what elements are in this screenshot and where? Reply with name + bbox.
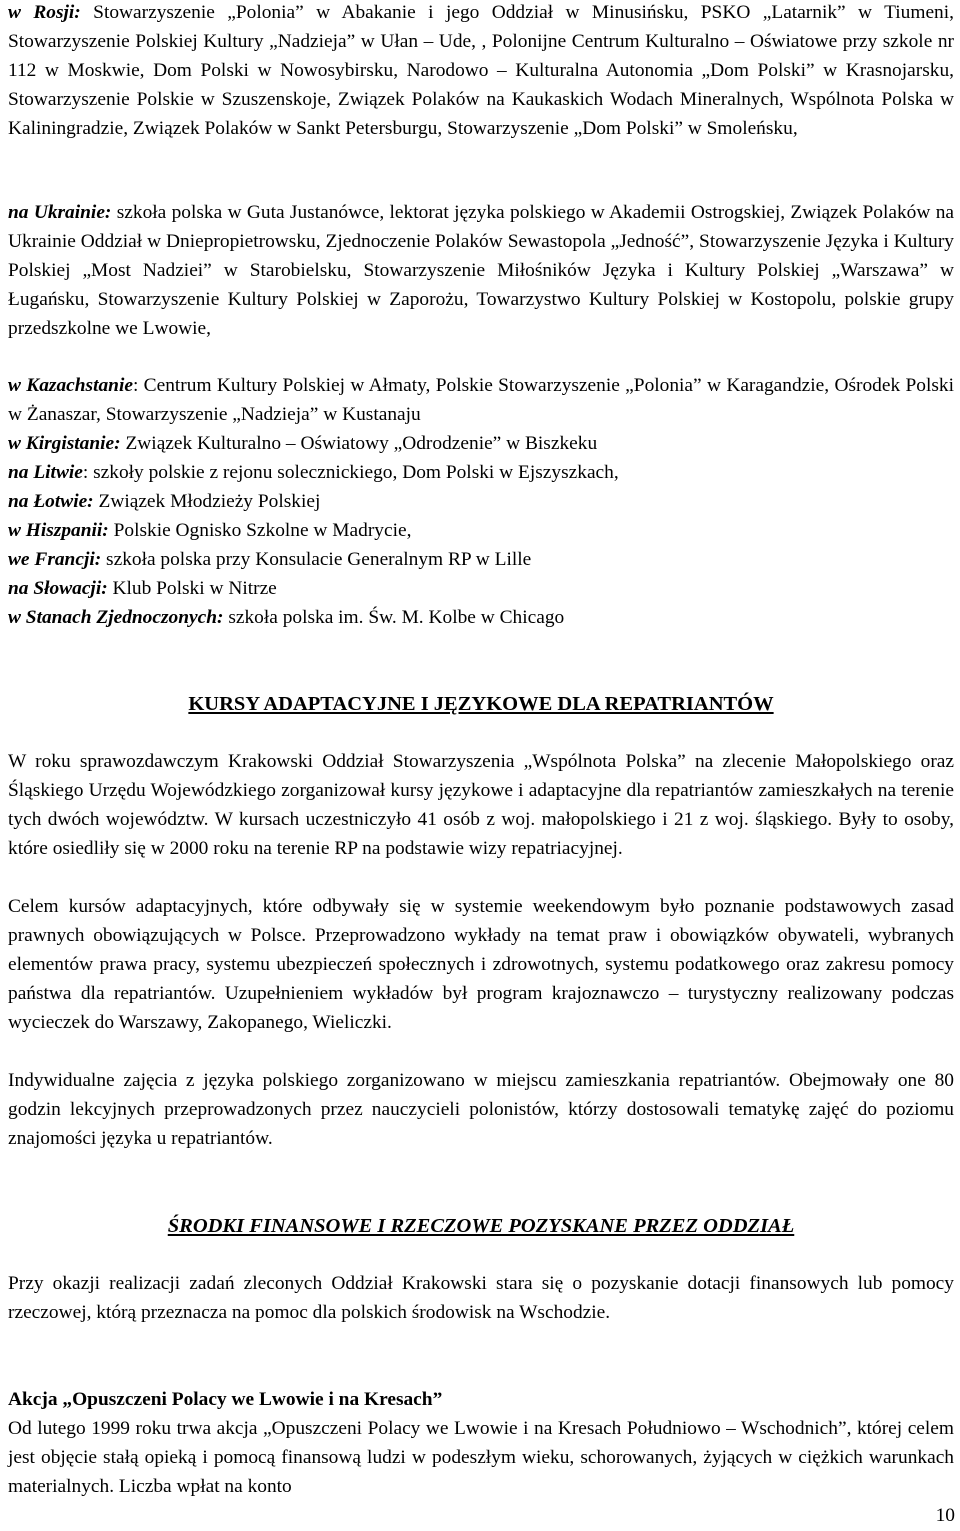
country-block-latvia (8, 488, 954, 517)
country-label: na Ukrainie: (8, 202, 112, 223)
country-text: szkoła polska w Guta Justanówce, lektorat języka polskiego w Akademii Ostrogskiej, Związek Polaków na Ukrainie Oddział w Dniepropietrowsku, Zjednoczenie Polaków Sewastopola „Jedność”, Stowarzyszenie Języka i Kultury Polskiej „Most Nadziei” w Starobielsku, Stowarzyszenie Miłośników Języka i Kultury Polskiej „Warszawa” w Ługańsku, Stowarzyszenie Kultury Polskiej w Zaporożu, Towarzystwo Kultury Polskiej w Kostopolu, polskie grupy przedszkolne we Lwowie, (8, 202, 955, 339)
page-number: 10 (935, 1505, 955, 1526)
country-text: szkoła polska im. Św. M. Kolbe w Chicago (223, 607, 565, 628)
country-label: w Hiszpanii: (8, 520, 109, 541)
section-heading-funds: ŚRODKI FINANSOWE I RZECZOWE POZYSKANE PRZEZ ODDZIAŁ (167, 1215, 795, 1237)
country-block-kazakhstan (8, 372, 954, 430)
country-label: w Kirgistanie: (8, 433, 121, 454)
paragraph-courses-language: Indywidualne zajęcia z języka polskiego zorganizowano w miejscu zamieszkania repatriantów. Obejmowały one 80 godzin lekcyjnych przeprowadzonych przez nauczycieli polonistów, którzy dostosowali tematykę zajęć do poziomu znajomości języka u repatriantów. (8, 1070, 954, 1149)
paragraph-courses-goals: Celem kursów adaptacyjnych, które odbywały się w systemie weekendowym było poznanie podstawowych zasad prawnych obowiązujących w Polsce. Przeprowadzono wykłady na temat praw i obowiązków obywateli, wybranych elementów prawa pracy, systemu ubezpieczeń społecznych i zdrowotnych, systemu podatkowego oraz zakresu pomocy państwa dla repatriantów. Uzupełnieniem wykładów był program krajoznawczo – turystyczny realizowany podczas wycieczek do Warszawy, Zakopanego, Wieliczki. (8, 896, 954, 1033)
country-label: na Łotwie: (8, 491, 94, 512)
country-text: Stowarzyszenie „Polonia” w Abakanie i jego Oddział w Minusińsku, PSKO „Latarnik” w Tiumeni, Stowarzyszenie Polskiej Kultury „Nadzieja” w Ułan – Ude, , Polonijne Centrum Kulturalno – Oświatowe przy szkole nr 112 w Moskwie, Dom Polski w Nowosybirsku, Narodowo – Kulturalna Autonomia „Dom Polski” w Krasnojarsku, Stowarzyszenie Polskie w Szuszenskoje, Związek Polaków na Kaukaskich Wodach Mineralnych, Wspólnota Polska w Kaliningradzie, Związek Polaków w Sankt Petersburgu, Stowarzyszenie „Dom Polski” w Smoleńsku, (8, 2, 954, 139)
country-block-usa (8, 604, 954, 633)
country-block-france (8, 546, 954, 575)
section-heading-courses: KURSY ADAPTACYJNE I JĘZYKOWE DLA REPATRIANTÓW (188, 693, 774, 715)
country-label: na Litwie (8, 462, 83, 483)
country-block-spain (8, 517, 954, 546)
country-text: : szkoły polskie z rejonu solecznickiego, Dom Polski w Ejszyszkach, (82, 462, 619, 483)
country-block-slovakia (8, 575, 954, 604)
country-text: Związek Młodzieży Polskiej (93, 491, 321, 512)
country-block-ukraine (8, 199, 954, 344)
country-label: w Stanach Zjednoczonych: (8, 607, 224, 628)
paragraph-action: Od lutego 1999 roku trwa akcja „Opuszczeni Polacy we Lwowie i na Kresach Południowo – Wschodnich”, której celem jest objęcie stałą opieką i pomocą finansową ludzi w podeszłym wieku, schorowanych, żyjących w ciężkich warunkach materialnych. Liczba wpłat na konto (8, 1418, 954, 1497)
country-block-lithuania (8, 459, 954, 488)
subheading-action: Akcja „Opuszczeni Polacy we Lwowie i na Kresach” (8, 1389, 443, 1410)
country-label: we Francji: (8, 549, 102, 570)
country-label: w Rosji: (8, 2, 81, 23)
country-text: : Centrum Kultury Polskiej w Ałmaty, Polskie Stowarzyszenie „Polonia” w Karagandzie, Ośrodek Polski w Żanaszar, Stowarzyszenie „Nadzieja” w Kustanaju (8, 375, 954, 425)
country-text: Polskie Ognisko Szkolne w Madrycie, (108, 520, 412, 541)
country-label: na Słowacji: (8, 578, 108, 599)
country-text: szkoła polska przy Konsulacie Generalnym RP w Lille (101, 549, 532, 570)
paragraph-funds: Przy okazji realizacji zadań zleconych Oddział Krakowski stara się o pozyskanie dotacji finansowych lub pomocy rzeczowej, którą przeznacza na pomoc dla polskich środowisk na Wschodzie. (8, 1273, 954, 1323)
paragraph-courses-intro: W roku sprawozdawczym Krakowski Oddział Stowarzyszenia „Wspólnota Polska” na zlecenie Małopolskiego oraz Śląskiego Urzędu Wojewódzkiego zorganizował kursy językowe i adaptacyjne dla repatriantów zamieszkałych na terenie tych dwóch województw. W kursach uczestniczyło 41 osób z woj. małopolskiego i 21 z woj. śląskiego. Były to osoby, które osiedliły się w 2000 roku na terenie RP na podstawie wizy repatriacyjnej. (8, 751, 954, 859)
country-block-russia (8, 0, 954, 144)
country-block-kyrgyzstan (8, 430, 954, 459)
country-text: Związek Kulturalno – Oświatowy „Odrodzenie” w Biszkeku (120, 433, 598, 454)
country-label: w Kazachstanie (8, 375, 133, 396)
country-text: Klub Polski w Nitrze (107, 578, 277, 599)
